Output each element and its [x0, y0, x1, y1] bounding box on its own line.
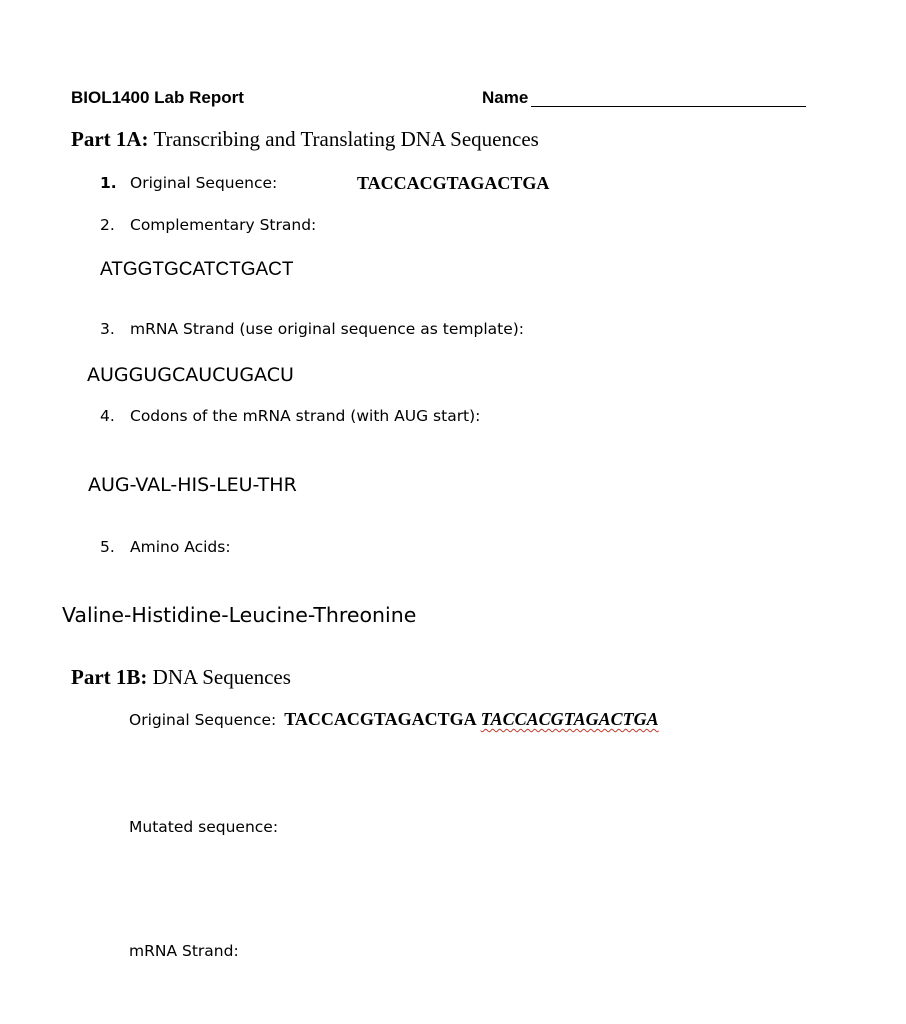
mutated-sequence-label: Mutated sequence:	[129, 818, 279, 836]
original-sequence-value: TACCACGTAGACTGA	[284, 709, 477, 729]
item-original-sequence	[100, 174, 277, 192]
amino-acids-answer: Valine-Histidine-Leucine-Threonine	[62, 603, 417, 627]
item-number: 1.	[100, 174, 117, 192]
part-1a-title: Transcribing and Translating DNA Sequences	[153, 127, 539, 151]
item-codons	[100, 407, 480, 425]
complementary-strand-answer: ATGGTGCATCTGACT	[100, 259, 294, 280]
part-1a-prefix: Part 1A:	[71, 127, 149, 151]
item-label: Original Sequence:	[130, 174, 278, 192]
original-sequence-italic-value: TACCACGTAGACTGA	[480, 709, 659, 729]
part-1b-heading	[71, 665, 291, 690]
mrna-strand-label: mRNA Strand:	[129, 942, 239, 960]
item-amino-acids	[100, 538, 231, 556]
name-label: Name	[482, 88, 529, 107]
item-number: 4.	[100, 407, 115, 425]
item-number: 2.	[100, 216, 115, 234]
original-sequence-value: TACCACGTAGACTGA	[357, 173, 550, 193]
item-number: 5.	[100, 538, 115, 556]
item-label: Complementary Strand:	[130, 216, 317, 234]
part-1b-prefix: Part 1B:	[71, 665, 148, 689]
codons-answer: AUG-VAL-HIS-LEU-THR	[88, 474, 297, 496]
mrna-strand-answer: AUGGUGCAUCUGACU	[87, 364, 294, 386]
item-number: 3.	[100, 320, 115, 338]
item-complementary-strand	[100, 216, 316, 234]
item-mrna-strand	[100, 320, 524, 338]
part-1a-heading	[71, 127, 539, 152]
original-sequence-label: Original Sequence:	[129, 711, 277, 729]
item-label: mRNA Strand (use original sequence as template):	[130, 320, 525, 338]
item-label: Codons of the mRNA strand (with AUG start):	[130, 407, 481, 425]
item-label: Amino Acids:	[130, 538, 231, 556]
part-1b-title: DNA Sequences	[152, 665, 291, 689]
report-title: BIOL1400 Lab Report	[71, 88, 244, 107]
part-1b-original-row	[129, 709, 659, 730]
name-field-line[interactable]	[531, 106, 806, 107]
